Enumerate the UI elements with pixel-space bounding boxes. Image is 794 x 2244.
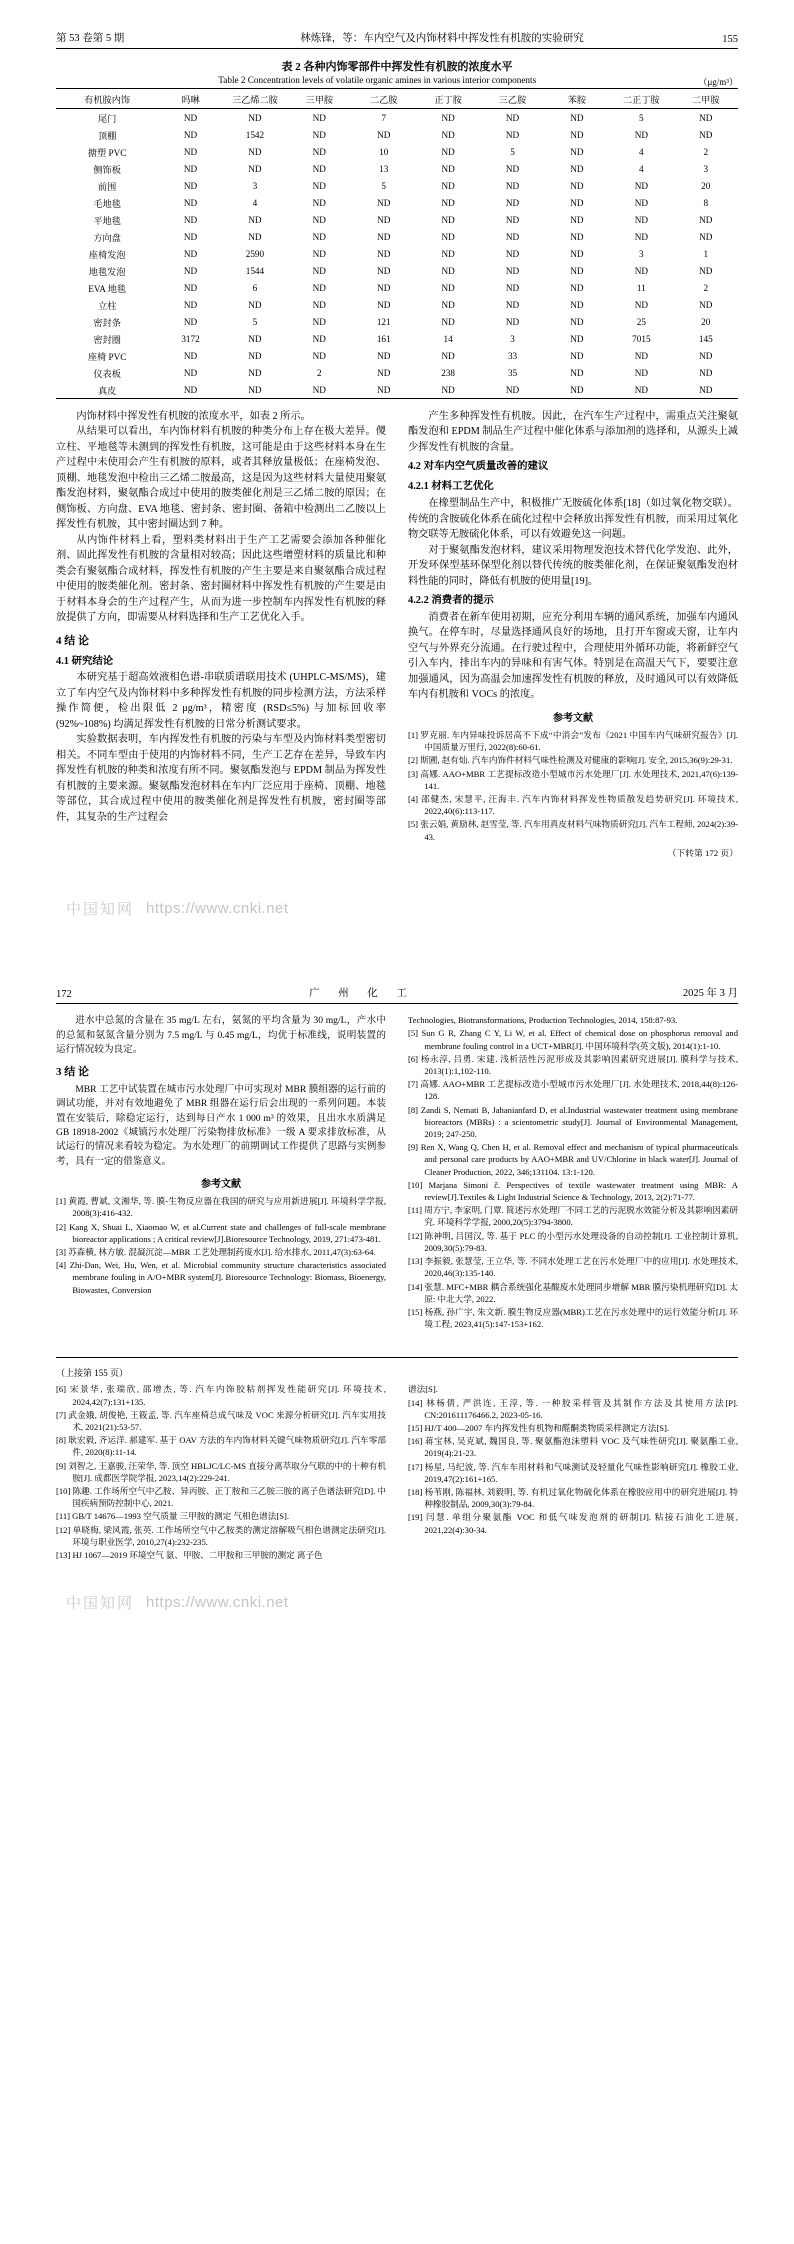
table2-cell: ND bbox=[441, 316, 455, 327]
table2-col-header: 二甲胺 bbox=[674, 89, 738, 109]
table2-cell: 145 bbox=[698, 333, 713, 344]
table2-cell: ND bbox=[377, 299, 391, 310]
table2-cell: ND bbox=[312, 282, 326, 293]
table-row bbox=[56, 160, 738, 177]
table2-cell: ND bbox=[570, 316, 584, 327]
section-heading-conclusion: 4 结 论 bbox=[56, 634, 89, 647]
table2-cell: ND bbox=[441, 129, 455, 140]
table-row bbox=[56, 228, 738, 245]
table2-cell: ND bbox=[248, 367, 262, 378]
table2-cell: 8 bbox=[703, 197, 709, 208]
reference-item: [12] 单晓梅, 梁风霞, 张英. 工作场所空气中乙胺类的测定溶解吸气相色谱测定法研究[J]. 环境与职业医学, 2010,27(4):232-235. bbox=[56, 1524, 386, 1547]
table2-cell: 13 bbox=[379, 163, 389, 174]
table2-cell: 5 bbox=[381, 180, 387, 191]
reference-item: [19] 闫慧. 单组分聚氨酯 VOC 和低气味发泡剂的研制[J]. 粘接石油化工进展, 2021,22(4):30-34. bbox=[408, 1512, 738, 1535]
table2-cell: ND bbox=[377, 231, 391, 242]
table2-cell: ND bbox=[699, 265, 713, 276]
table2-row-label: 座椅 PVC bbox=[87, 351, 127, 362]
reference-item: [15] 杨燕, 孙广宇, 朱文新. 膜生物反应器(MBR)工艺在污水处理中的运行效能分析[J]. 环境工程, 2023,41(5):147-153+162. bbox=[408, 1306, 738, 1330]
table2-row-label: 地毯发泡 bbox=[88, 266, 126, 277]
page2-columns bbox=[56, 1014, 738, 1331]
cnki-url: https://www.cnki.net bbox=[146, 900, 289, 918]
paragraph: 进水中总氮的含量在 35 mg/L 左右，氨氮的平均含量为 30 mg/L，产水中的总氮和氨氮含量分别为 7.5 mg/L 与 0.45 mg/L，均优于标准线，说明装置的运行情况较为良定。 bbox=[56, 1015, 386, 1056]
reference-item: [6] 宋景华, 张瑞欣, 邵增杰, 等. 汽车内饰胶粘剂挥发性能研究[J]. 环境技术, 2024,42(7):131+135. bbox=[56, 1384, 386, 1407]
journal-name: 广 州 化 工 bbox=[309, 988, 415, 1000]
table2-cell: 5 bbox=[252, 316, 258, 327]
section-divider bbox=[56, 1357, 738, 1358]
table2-cell: ND bbox=[570, 367, 584, 378]
table2-cell: ND bbox=[183, 265, 198, 276]
table2-cell: ND bbox=[570, 248, 584, 259]
page2-bottom-left-column bbox=[56, 1383, 386, 1562]
table2-cell: ND bbox=[183, 197, 198, 208]
table-row bbox=[56, 109, 738, 126]
table2-cell: ND bbox=[312, 129, 326, 140]
table2-col-header: 三乙胺 bbox=[480, 89, 544, 109]
table2-row-label: 搪塑 PVC bbox=[87, 147, 127, 158]
table2-cell: ND bbox=[570, 265, 584, 276]
table2-cell: ND bbox=[248, 231, 262, 242]
table2-caption-en-text: Table 2 Concentration levels of volatile organic amines in various interior components bbox=[218, 75, 537, 85]
paragraph: 从结果可以看出，车内饰材料有机胺的种类分布上存在极大差异。儍立柱、平地毯等未测到的挥发性有机胺，这可能是由于这些材料本身在生产过程中未使用会产生有机胺的原料，或者其释放量极低；在座椅发泡、顶棚、地毯发泡中检出三乙烯二胺最高，这是因为这些材料大量使用聚氨酯发泡材料，聚氨酯合成过中使用的胺类催化剂是三乙烯二胺的原因；在侧饰板、方向盘、EVA 地毯、密封条、密封圈、备箱中检测出二乙胺以上挥发性有机胺，其中密封圈达到 7 种。 bbox=[56, 426, 386, 531]
table2-cell: 20 bbox=[701, 316, 711, 327]
table2-cell: ND bbox=[312, 214, 326, 225]
table2-cell: ND bbox=[248, 163, 262, 174]
reference-list bbox=[408, 1383, 738, 1535]
table2-head bbox=[56, 89, 738, 109]
table2-unit: （μg/m³） bbox=[698, 77, 738, 87]
table2-cell: ND bbox=[634, 214, 648, 225]
table2-cell: ND bbox=[505, 180, 520, 191]
table2-caption-en bbox=[56, 75, 738, 85]
reference-item: [3] 苏森横, 林方敏. 混凝沉淀—MBR 工艺处理制药废水[J]. 给水排水, 2011,47(3):63-64. bbox=[56, 1247, 376, 1258]
table2-col-header: 三甲胺 bbox=[287, 89, 351, 109]
table2-row-label: EVA 地毯 bbox=[88, 283, 127, 294]
table2-row-label: 尾门 bbox=[97, 113, 117, 124]
table2-cell: ND bbox=[634, 129, 648, 140]
table2-row-label: 顶棚 bbox=[97, 130, 117, 141]
table-row bbox=[56, 211, 738, 228]
table2-cell: 35 bbox=[507, 367, 518, 378]
table2-cell: ND bbox=[634, 299, 648, 310]
page2-right-column bbox=[408, 1014, 738, 1331]
paragraph: 从内饰件材料上看，塑料类材料出于生产工艺需要会添加各种催化剂、固此挥发性有机胺的含量相对较高；因此这些增塑材料的质量比和种类会有聚氨酯合成材料，挥发性有机胺的产生主要是来自聚氨酯合成过程中使用的胺类催化剂。密封条、密封圈材料中挥发性有机胺的产生要是由于材料本身会的生产过程产生，从而为进一步控制车内挥发性有机胺的释放提供了方向，即需要从材料选择和生产工艺优化入手。 bbox=[56, 534, 386, 624]
table2-row-label: 毛地毯 bbox=[93, 198, 121, 209]
table2-cell: ND bbox=[505, 282, 520, 293]
table2-cell: ND bbox=[441, 350, 455, 361]
reference-item: [17] 杨星, 马纪波, 等. 汽车车用材料和气味测试及轻量化气味性影响研究[J]. 橡胶工业, 2019,47(2):161+165. bbox=[408, 1461, 738, 1484]
references-heading-2: 参考文献 bbox=[201, 1179, 241, 1191]
table2-cell: ND bbox=[480, 381, 544, 398]
reference-item: [4] 邵健杰, 宋慧平, 汪海丰. 汽车内饰材料挥发性物质散发趋势研究[J]. 环境技术, 2022,40(6):113-117. bbox=[408, 794, 738, 817]
table2-cell: ND bbox=[377, 265, 391, 276]
table2-cell: 5 bbox=[639, 112, 644, 123]
references-heading: 参考文献 bbox=[553, 712, 593, 724]
table2-cell: ND bbox=[312, 197, 326, 208]
table2-cell: 4 bbox=[252, 197, 258, 208]
reference-list bbox=[56, 1195, 386, 1296]
page1-left-column bbox=[56, 409, 386, 860]
page-2 bbox=[0, 959, 794, 1613]
reference-list bbox=[408, 1014, 738, 1330]
table-row bbox=[56, 245, 738, 262]
watermark-page1 bbox=[56, 898, 738, 919]
table-row bbox=[56, 347, 738, 364]
table-row bbox=[56, 364, 738, 381]
table2-cell: ND bbox=[312, 350, 326, 361]
table2-col-header: 二正丁胺 bbox=[609, 89, 673, 109]
table2-cell: ND bbox=[312, 299, 326, 310]
table2-cell: ND bbox=[183, 180, 198, 191]
table2-cell: ND bbox=[699, 231, 713, 242]
table2-cell: ND bbox=[570, 180, 584, 191]
table2-cell: ND bbox=[183, 129, 198, 140]
table2-cell: ND bbox=[183, 282, 198, 293]
table2-cell: ND bbox=[570, 299, 584, 310]
table2-cell: ND bbox=[570, 231, 584, 242]
table2-cell: ND bbox=[441, 146, 455, 157]
reference-item: [10] Marjana Simoni č. Perspectives of textile wastewater treatment using MBR: A review[J].Textiles & Light Industrial Science & Technology, 2013, 2(2):71-77. bbox=[408, 1179, 738, 1203]
table2-cell: 20 bbox=[701, 180, 711, 191]
table2-col-header: 三乙烯二胺 bbox=[223, 89, 287, 109]
table2-body bbox=[56, 109, 738, 399]
reference-item: [4] Zhi-Dan, Wei, Hu, Wen, et al. Microbial community structure characteristics associated membrane fouling in A/O+MBR system[J]. Bioresource Technology: Biomass, Bioenergy, Biowastes, Conversion bbox=[56, 1260, 386, 1295]
table2-cell: ND bbox=[287, 381, 351, 398]
subsection-heading-4-2-2: 4.2.2 消费者的提示 bbox=[408, 595, 494, 607]
table2-cell: 238 bbox=[441, 367, 456, 378]
table2-cell: ND bbox=[441, 163, 455, 174]
page-number-2: 172 bbox=[56, 989, 72, 1001]
table2-cell: ND bbox=[505, 231, 520, 242]
section-heading-conclusion-2: 3 结 论 bbox=[56, 1066, 89, 1079]
table2-cell: ND bbox=[158, 381, 222, 398]
table2-cell: 2 bbox=[703, 146, 709, 157]
table2-cell: 10 bbox=[379, 146, 389, 157]
paragraph: 消费者在新车使用初期，应充分利用车辆的通风系统，加强车内通风换气。在停车时，尽量选择通风良好的场地，且打开车窗或天窗，让车内空气与外界充分流通。在行驶过程中，合理使用外循环功能，将新鲜空气引入车内，排出车内的异味和有害气体。特别是在高温天气下，要要注意加强通风，因为高温会加速挥发性有机胺的释放，及时通风可以有效降低车内有机胺和 VOCs 的浓度。 bbox=[408, 611, 738, 701]
table2-cell: ND bbox=[183, 316, 198, 327]
page2-bottom-right-column bbox=[408, 1383, 738, 1562]
table2-cell: ND bbox=[634, 367, 648, 378]
table2-col-header: 苯胺 bbox=[545, 89, 609, 109]
reference-item: [12] 陈神明, 吕国汉, 等. 基于 PLC 的小型污水处理设备的自动控制[J]. 工业控制计算机, 2009,30(5):79-83. bbox=[408, 1230, 738, 1253]
table2-cell: ND bbox=[699, 350, 713, 361]
paragraph: 对于聚氨酯发泡材料，建议采用物理发泡技术替代化学发泡、此外，开发环保型基环保型化剂以替代传统的胺类催化剂，在保证聚氨酯发泡材料性能的同时，降低有机胺的使用量[19]。 bbox=[408, 544, 738, 587]
table-row bbox=[56, 279, 738, 296]
reference-item: [15] HJ/T 400—2007 车内挥发性有机物和醛酮类物质采样测定方法[S]. bbox=[408, 1422, 669, 1433]
table2-cell: 161 bbox=[376, 333, 391, 344]
table2-cell: ND bbox=[441, 180, 455, 191]
table2 bbox=[56, 88, 738, 399]
table2-cell: ND bbox=[248, 146, 262, 157]
reference-item: [11] GB/T 14676—1993 空气质量 三甲胺的测定 气相色谱法[S]. bbox=[56, 1511, 289, 1522]
table2-cell: 2590 bbox=[245, 248, 265, 259]
reference-item: [5] Sun G R, Zhang C Y, Li W, et al. Effect of chemical dose on phosphorus removal and membrane fouling control in a UCT+MBR[J]. 中国环境科学(英文版), 2014(1):1-10. bbox=[408, 1028, 738, 1051]
page2-bottom-columns bbox=[56, 1383, 738, 1562]
reference-item: [10] 陈趣. 工作场所空气中乙胺、异丙胺、正丁胺和三乙胺三胺的离子色谱法研究[D]. 中国疾病预防控制中心, 2021. bbox=[56, 1485, 386, 1509]
cnki-logo: 中国知网 bbox=[66, 902, 135, 919]
table2-cell: ND bbox=[183, 299, 198, 310]
reference-item: [2] Kang X, Shuai L, Xiaomao W, et al.Current state and challenges of full-scale membrane bioreactor applications ; A critical review[J].Bioresource Technology, 2019, 271:473-481. bbox=[56, 1221, 386, 1244]
table2-col-header: 吗啉 bbox=[158, 89, 222, 109]
table2-cell: ND bbox=[634, 265, 648, 276]
table2-cell: ND bbox=[183, 350, 198, 361]
table2-cell: ND bbox=[699, 112, 713, 123]
reference-item: Technologies, Biotransformations, Production Technologies, 2014, 158:87-93. bbox=[408, 1015, 678, 1026]
table-row bbox=[56, 126, 738, 143]
paragraph: 实验数据表明，车内挥发性有机胺的污染与车型及内饰材料类型密切相关。不同车型由于使用的内饰材料不同，生产工艺存在差异，导致车内挥发性有机胺的种类和浓度有所不同。聚氨酯发泡与 EPDM 制品为挥发性有机胺的主要来源。聚氨酯发泡材料在车内厂泛应用于座椅、顶棚、地毯等部位，其合成过程中使用的胺类催化剂是挥发性有机胺，密封圈等部件，其复杂的生产过程会 bbox=[56, 734, 386, 823]
table-row bbox=[56, 262, 738, 279]
table2-cell: ND bbox=[674, 381, 738, 398]
reference-item: [2] 斯圃, 赵有灿. 汽车内饰件材料气味性检测及对健康的影响[J]. 安全, 2015,36(9):29-31. bbox=[408, 755, 733, 766]
page2-left-column bbox=[56, 1014, 386, 1331]
table2-cell: ND bbox=[377, 282, 391, 293]
table2-cell: ND bbox=[183, 146, 198, 157]
table2-wrapper bbox=[56, 87, 738, 399]
reference-item: [7] 高娜. AAO+MBR 工艺提标改造小型城市污水处理厂[J]. 水处理技术, 2018,44(8):126-128. bbox=[408, 1079, 738, 1102]
table2-col-header: 二乙胺 bbox=[352, 89, 416, 109]
table2-cell: ND bbox=[312, 146, 326, 157]
table2-row-label: 前围 bbox=[97, 181, 117, 192]
reference-item: [7] 武金娥, 胡俊艳, 王筱孟, 等. 汽车座椅总成气味及 VOC 来源分析研究[J]. 汽车实用技术, 2021(21):53-57. bbox=[56, 1409, 386, 1432]
table2-cell: ND bbox=[441, 214, 455, 225]
table2-cell: ND bbox=[441, 299, 455, 310]
table2-cell: ND bbox=[609, 381, 673, 398]
table2-cell: ND bbox=[505, 197, 520, 208]
table2-cell: 1542 bbox=[245, 129, 265, 140]
table2-cell: 11 bbox=[636, 282, 646, 293]
reference-item: [9] Ren X, Wang Q, Chen H, et al. Removal effect and mechanism of typical pharmaceuticals and personal care products by AAO+MBR and UV/Chlorine in black water[J]. Journal of Cleaner Production, 2022, 346;131104. 13:1-120. bbox=[408, 1142, 738, 1177]
table2-cell: ND bbox=[377, 248, 391, 259]
article-running-title: 林炼锋，等：车内空气及内饰材料中挥发性有机胺的实验研究 bbox=[300, 33, 584, 44]
table-row bbox=[56, 177, 738, 194]
table2-cell: ND bbox=[634, 180, 648, 191]
table2-cell: ND bbox=[570, 129, 584, 140]
reference-item: [14] 张慧. MFC+MBR 耦合系统强化基酸废水处理同步增解 MBR 膜污染机理研究[D]. 太原: 中北大学, 2022. bbox=[408, 1281, 738, 1304]
table2-cell: ND bbox=[248, 333, 262, 344]
table2-cell: 4 bbox=[639, 146, 644, 157]
table2-cell: ND bbox=[545, 381, 609, 398]
table2-cell: 25 bbox=[636, 316, 646, 327]
table2-cell: ND bbox=[441, 265, 455, 276]
table2-col-header: 有机胺内饰 bbox=[56, 89, 158, 109]
table2-row-label: 侧饰板 bbox=[93, 164, 121, 175]
reference-item: [13] HJ 1067—2019 环境空气 氨、甲胺、二甲胺和三甲胺的测定 离子色 bbox=[56, 1549, 323, 1560]
table2-cell: ND bbox=[570, 112, 584, 123]
reference-item: [13] 李振毅, 张慧莹, 王立华, 等. 不同水处理工艺在污水处理厂中的应用[J]. 水处理技术, 2020,46(3):135-140. bbox=[408, 1256, 738, 1279]
table-row bbox=[56, 296, 738, 313]
table2-cell: ND bbox=[312, 231, 326, 242]
table2-cell: 7015 bbox=[632, 333, 651, 344]
table2-cell: ND bbox=[248, 299, 262, 310]
table2-cell: ND bbox=[570, 282, 584, 293]
table2-cell: 3 bbox=[252, 180, 258, 191]
reference-item: [14] 林杨倩, 严洪连, 王淳, 等. 一种胶采样管及其制作方法及其使用方法[P]. CN:201611176466.2, 2023-05-16. bbox=[408, 1397, 738, 1420]
page1-right-column bbox=[408, 409, 738, 860]
page1-columns bbox=[56, 409, 738, 860]
table2-row-label: 仪表板 bbox=[93, 368, 121, 379]
table2-cell: 33 bbox=[507, 350, 518, 361]
table-row bbox=[56, 381, 738, 398]
journal-volume-issue: 第 53 卷第 5 期 bbox=[56, 33, 125, 44]
table2-row-label: 立柱 bbox=[97, 300, 117, 311]
table2-cell: ND bbox=[505, 214, 520, 225]
reference-item: [5] 张云娟, 黄励林, 赵雪莹, 等. 汽车用真皮材料气味物质研究[J]. 汽车工程师, 2024(2):39-43. bbox=[408, 819, 738, 842]
reference-list bbox=[408, 729, 738, 843]
paragraph: 内饰材料中挥发性有机胺的浓度水平，如表 2 所示。 bbox=[76, 410, 311, 422]
table2-cell: ND bbox=[377, 197, 391, 208]
table2-cell: ND bbox=[441, 231, 455, 242]
reference-item: [9] 刘智之, 王嘉骏, 汪荣华, 等. 顶空 HBLJC/LC-MS 直接分离萃取分气联的中的十种有机胺[J]. 成都医学院学报, 2023,14(2):229-241. bbox=[56, 1460, 386, 1483]
table2-cell: ND bbox=[505, 265, 520, 276]
table2-cell: ND bbox=[570, 146, 584, 157]
table2-cell: ND bbox=[441, 197, 455, 208]
table2-cell: ND bbox=[377, 129, 391, 140]
table2-cell: ND bbox=[183, 367, 198, 378]
continued-note: （下转第 172 页） bbox=[667, 847, 738, 858]
table2-cell: ND bbox=[634, 231, 648, 242]
table2-cell: ND bbox=[183, 163, 198, 174]
table2-cell: 1544 bbox=[245, 265, 265, 276]
page-number: 155 bbox=[722, 34, 738, 45]
table-row bbox=[56, 194, 738, 211]
table2-cell: ND bbox=[441, 282, 455, 293]
table2-cell: ND bbox=[248, 112, 262, 123]
table2-cell: ND bbox=[505, 299, 520, 310]
table2-cell: ND bbox=[570, 333, 584, 344]
table2-cell: ND bbox=[312, 333, 326, 344]
table2-cell: ND bbox=[377, 350, 391, 361]
running-head-page1 bbox=[56, 30, 738, 49]
subsection-heading-4-1: 4.1 研究结论 bbox=[56, 655, 114, 667]
table-row bbox=[56, 313, 738, 330]
table2-cell: ND bbox=[634, 197, 648, 208]
table2-cell: ND bbox=[183, 112, 198, 123]
table2-cell: 5 bbox=[510, 146, 515, 157]
table2-cell: ND bbox=[248, 214, 262, 225]
table2-cell: ND bbox=[312, 265, 326, 276]
table2-cell: ND bbox=[570, 214, 584, 225]
table2-cell: 3 bbox=[510, 333, 515, 344]
table2-cell: ND bbox=[699, 129, 713, 140]
reference-item: [11] 周方宁, 李家明, 门覃. 简述污水处理厂不同工艺的污泥脱水效能分析及其影响因素研究. 环境科学学报, 2000,20(5):3794-3800. bbox=[408, 1205, 738, 1228]
subsection-heading-4-2-1: 4.2.1 材料工艺优化 bbox=[408, 481, 494, 493]
table2-cell: ND bbox=[505, 112, 520, 123]
table2-cell: ND bbox=[634, 350, 648, 361]
table2-cell: ND bbox=[505, 163, 520, 174]
reference-item: [16] 蒋宝林, 吴克斌, 魏国良, 等. 聚氨酯泡沫塑料 VOC 及气味性研究[J]. 聚氨酯工业, 2019(4):21-23. bbox=[408, 1436, 738, 1459]
table2-cell: 3 bbox=[639, 248, 644, 259]
table2-row-label: 密封圈 bbox=[93, 334, 121, 345]
table2-cell: ND bbox=[248, 350, 262, 361]
paragraph: 产生多种挥发性有机胺。因此，在汽车生产过程中，需重点关注聚氨酯发泡和 EPDM 制品生产过程中催化体系与添加剂的选择和，从源头上减少挥发性有机胺的含量。 bbox=[408, 410, 738, 453]
reference-item: [3] 高娜. AAO+MBR 工艺提标改造小型城市污水处理厂[J]. 水处理技术, 2021,47(6):139-141. bbox=[408, 768, 738, 791]
page-1 bbox=[0, 0, 794, 919]
table2-cell: ND bbox=[183, 231, 198, 242]
table2-cell: ND bbox=[570, 197, 584, 208]
table2-row-label: 平地毯 bbox=[93, 215, 121, 226]
paragraph: MBR 工艺中试装置在城市污水处理厂中可实现对 MBR 膜组器的运行前的调试功能，并对有效地避免了 MBR 组器在运行后会出现的一系列问题。本装置在安装后，除稳定运行，达到每日产水 1 000 m³ 的效果，且出水水质满足 GB 18918-2002《城镇污水处理厂污染物排放标准》一级 A 要求排放标准，从试运行的情况来看较为稳定。为水处理厂的前期调试工作提供了思路与实例参考，具有一定的借鉴意义。 bbox=[56, 1083, 386, 1167]
table2-cell: ND bbox=[183, 214, 198, 225]
table2-row-label: 座椅发泡 bbox=[88, 249, 126, 260]
cnki-logo: 中国知网 bbox=[66, 1596, 135, 1613]
table2-cell: 3 bbox=[703, 163, 709, 174]
reference-item: [6] 杨永淳, 吕勇. 宋建. 浅析活性污泥形成及其影响因素研究进展[J]. 膜科学与技术, 2013(1):1,102-110. bbox=[408, 1053, 738, 1077]
table2-cell: ND bbox=[505, 248, 520, 259]
subsection-heading-4-2: 4.2 对车内空气质量改善的建议 bbox=[408, 461, 549, 473]
table2-cell: ND bbox=[223, 381, 287, 398]
watermark-page2 bbox=[56, 1592, 738, 1613]
table2-cell: 7 bbox=[381, 112, 387, 123]
table2-cell: ND bbox=[505, 129, 520, 140]
table2-cell: 2 bbox=[317, 367, 322, 378]
table2-cell: ND bbox=[377, 367, 391, 378]
table2-cell: ND bbox=[312, 248, 326, 259]
reference-item: [8] 耿宏毅, 齐运洋. 郝建军. 基于 OAV 方法的车内饰材料关键气味物质研究[J]. 汽车零部件, 2020(8):11-14. bbox=[56, 1435, 386, 1458]
table2-cell: 4 bbox=[639, 163, 644, 174]
table-row bbox=[56, 330, 738, 347]
table2-cell: ND bbox=[699, 299, 713, 310]
reference-list bbox=[56, 1383, 386, 1561]
paragraph: 在橡塑制品生产中，积极推广无胺硫化体系[18]（如过氧化物交联）。传统的含胺硫化体系在硫化过程中会释放出挥发性有机胺，而采用过氧化物交联等无胺硫化体系，可以有效避免这一问题。 bbox=[408, 498, 738, 541]
table2-cell: ND bbox=[699, 214, 713, 225]
table2-row-label: 方向盘 bbox=[93, 232, 121, 243]
table2-col-header: 正丁胺 bbox=[416, 89, 480, 109]
table2-cell: ND bbox=[183, 248, 198, 259]
table2-cell: 2 bbox=[703, 282, 709, 293]
table2-row-label: 真皮 bbox=[56, 381, 158, 398]
table2-cell: ND bbox=[312, 112, 326, 123]
table-row bbox=[56, 143, 738, 160]
issue-date: 2025 年 3 月 bbox=[682, 988, 738, 1000]
table2-cell: 3172 bbox=[181, 333, 200, 344]
cnki-url: https://www.cnki.net bbox=[146, 1594, 289, 1612]
continued-from-note: （上接第 155 页） bbox=[56, 1368, 129, 1379]
table2-cell: ND bbox=[312, 163, 326, 174]
table2-cell: ND bbox=[699, 367, 713, 378]
table2-header-row bbox=[56, 89, 738, 109]
table2-cell: ND bbox=[352, 381, 416, 398]
table2-cell: ND bbox=[505, 316, 520, 327]
reference-item: [8] Zandi S, Nemati B, Jahanianfard D, et al.Industrial wastewater treatment using membrane bioreactors (MBRs) : a scientometric study[J]. Journal of Environmental Management, 2019; 247-250. bbox=[408, 1104, 738, 1140]
table2-cell: ND bbox=[312, 316, 326, 327]
table2-cell: ND bbox=[441, 248, 455, 259]
table2-caption-cn: 表 2 各种内饰零部件中挥发性有机胺的浓度水平 bbox=[281, 61, 513, 73]
running-head-page2 bbox=[56, 985, 738, 1004]
table2-cell: ND bbox=[377, 214, 391, 225]
table2-cell: ND bbox=[570, 350, 584, 361]
table2-row-label: 密封条 bbox=[93, 317, 121, 328]
table2-cell: ND bbox=[570, 163, 584, 174]
reference-item: [18] 杨苇刚, 陈福林, 刘毅明, 等. 有机过氧化物硫化体系在橡胶应用中的研究进展[J]. 特种橡胶制品, 2009,30(3):79-84. bbox=[408, 1486, 738, 1510]
table2-cell: ND bbox=[441, 112, 455, 123]
table2-cell: 6 bbox=[252, 282, 258, 293]
table2-cell: ND bbox=[416, 381, 480, 398]
paragraph: 本研究基于超高效液相色谱-串联质谱联用技术 (UHPLC-MS/MS)，建立了车内空气及内饰材料中多种挥发性有机胺的同步检测方法，方法采样操作简便，检出限低 2 μg/m³，精密度 (RSD≤5%) 与加标回收率 (92%~108%) 均满足挥发性有机胺的日常分析测试要求。 bbox=[56, 672, 386, 730]
table2-cell: 14 bbox=[443, 333, 453, 344]
table2-cell: 121 bbox=[376, 316, 391, 327]
reference-item: 谱法[S]. bbox=[408, 1384, 438, 1395]
reference-item: [1] 罗克丽. 车内异味投诉居高不下成“中消会”发布《2021 中国车内气味研究报告》[J]. 中国质量万里行, 2022(8):60-61. bbox=[408, 730, 738, 753]
table2-cell: ND bbox=[312, 180, 326, 191]
reference-item: [1] 黄霞, 曹斌, 文湘华, 等. 膜-生物反应器在我国的研究与应用新进展[J]. 环境科学学报, 2008(3):416-432. bbox=[56, 1196, 386, 1219]
table2-cell: 1 bbox=[703, 248, 709, 259]
